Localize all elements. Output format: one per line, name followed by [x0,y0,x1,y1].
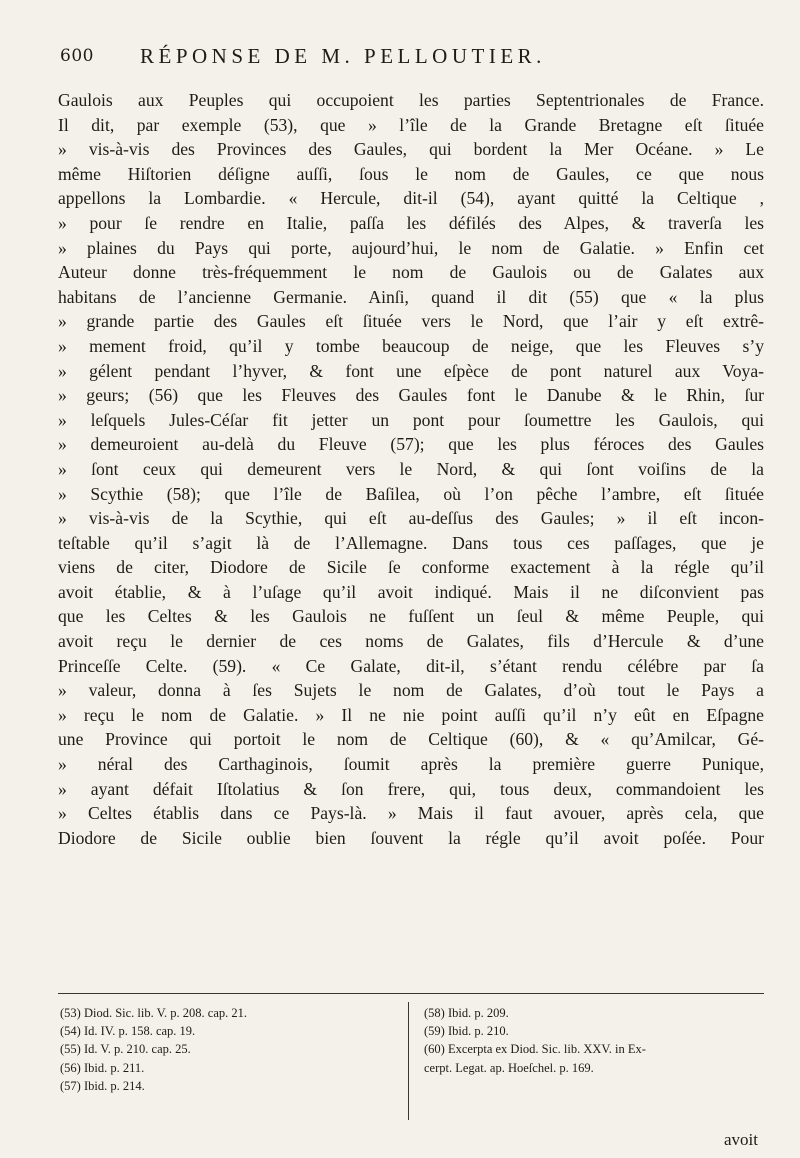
footnotes-left-column [60,1004,380,1095]
footnote: (57) Ibid. p. 214. [60,1078,145,1093]
text-line: une Province qui portoit le nom de Celtique (60), & « qu’Amilcar, Gé- [58,729,764,750]
text-line: » vis-à-vis des Provinces des Gaules, qui bordent la Mer Océane. » Le [58,139,764,160]
footnote-rule [58,993,764,994]
text-line: » demeuroient au-delà du Fleuve (57); que les plus féroces des Gaules [58,434,764,455]
footnote: (53) Diod. Sic. lib. V. p. 208. cap. 21. [60,1006,248,1020]
text-line: » grande partie des Gaules eſt ſituée vers le Nord, que l’air y eſt extrê- [58,311,764,332]
footnote: (58) Ibid. p. 209. [424,1006,509,1020]
text-line: appellons la Lombardie. « Hercule, dit-il (54), ayant quitté la Celtique , [58,188,764,209]
text-line: Diodore de Sicile oublie bien ſouvent la régle qu’il avoit poſée. Pour [58,827,764,848]
text-line: » reçu le nom de Galatie. » Il ne nie point auſſi qu’il n’y eût en Eſpagne [58,704,764,725]
text-line: » Scythie (58); que l’île de Baſilea, où l’on pêche l’ambre, eſt ſituée [58,483,764,504]
text-line: » Celtes établis dans ce Pays-là. » Mais il faut avouer, après cela, que [58,803,764,824]
text-line: avoit établie, & à l’uſage qu’il avoit indiqué. Mais il ne diſconvient pas [58,581,764,602]
text-line: Auteur donne très-fréquemment le nom de Gaulois ou de Galates aux [58,262,764,283]
text-line: que les Celtes & les Gaulois ne fuſſent un ſeul & même Peuple, qui [58,606,764,627]
text-line: Gaulois aux Peuples qui occupoient les parties Septentrionales de France. [58,90,764,110]
text-line: » ſont ceux qui demeurent vers le Nord, & qui ſont voiſins de la [58,458,764,479]
footnotes-right-column [424,1004,774,1077]
page-number: 600 [60,46,94,66]
text-line: » mement froid, qu’il y tombe beaucoup de neige, que les Fleuves s’y [58,335,764,356]
text-line: » vis-à-vis de la Scythie, qui eſt au-deſſus des Gaules; » il eſt incon- [58,508,764,529]
text-line: » valeur, donna à ſes Sujets le nom de Galates, d’où tout le Pays a [58,680,764,701]
footnote: (54) Id. IV. p. 158. cap. 19. [60,1024,196,1039]
text-line: » geurs; (56) que les Fleuves des Gaules font le Danube & le Rhin, ſur [58,385,764,406]
text-line: même Hiſtorien déſigne auſſi, ſous le nom de Gaules, ce que nous [58,163,764,184]
footnote: cerpt. Legat. ap. Hoeſchel. p. 169. [424,1060,594,1075]
page-header [60,44,760,72]
footnote-column-divider [408,1002,409,1120]
text-line: » plaines du Pays qui porte, aujourd’hui, le nom de Galatie. » Enfin cet [58,237,764,258]
footnote: (56) Ibid. p. 211. [60,1060,145,1075]
text-line: » gélent pendant l’hyver, & font une eſpèce de pont naturel aux Voya- [58,360,764,381]
text-line: Princeſſe Celte. (59). « Ce Galate, dit-il, s’étant rendu célébre par ſa [58,655,764,676]
catchword: avoit [724,1130,758,1149]
body-text [58,88,764,850]
text-line: » néral des Carthaginois, ſoumit après la première guerre Punique, [58,754,764,775]
footnote: (59) Ibid. p. 210. [424,1024,509,1039]
text-line: avoit reçu le dernier de ces noms de Galates, fils d’Hercule & d’une [58,631,764,652]
text-line: Il dit, par exemple (53), que » l’île de la Grande Bretagne eſt ſituée [58,114,764,135]
text-line: teſtable qu’il s’agit là de l’Allemagne. Dans tous ces paſſages, que je [58,532,764,553]
text-line: viens de citer, Diodore de Sicile ſe conforme exactement à la régle qu’il [58,557,764,578]
text-line: habitans de l’ancienne Germanie. Ainſi, quand il dit (55) que « la plus [58,286,764,307]
text-line: » pour ſe rendre en Italie, paſſa les défilés des Alpes, & traverſa les [58,212,764,233]
text-line: » leſquels Jules-Céſar fit jetter un pont pour ſoumettre les Gaulois, qui [58,409,764,430]
running-title: RÉPONSE DE M. PELLOUTIER. [140,44,546,68]
footnote: (60) Excerpta ex Diod. Sic. lib. XXV. in Ex- [424,1042,646,1057]
footnote: (55) Id. V. p. 210. cap. 25. [60,1042,191,1057]
text-line: » ayant défait Iſtolatius & ſon frere, qui, tous deux, commandoient les [58,778,764,799]
